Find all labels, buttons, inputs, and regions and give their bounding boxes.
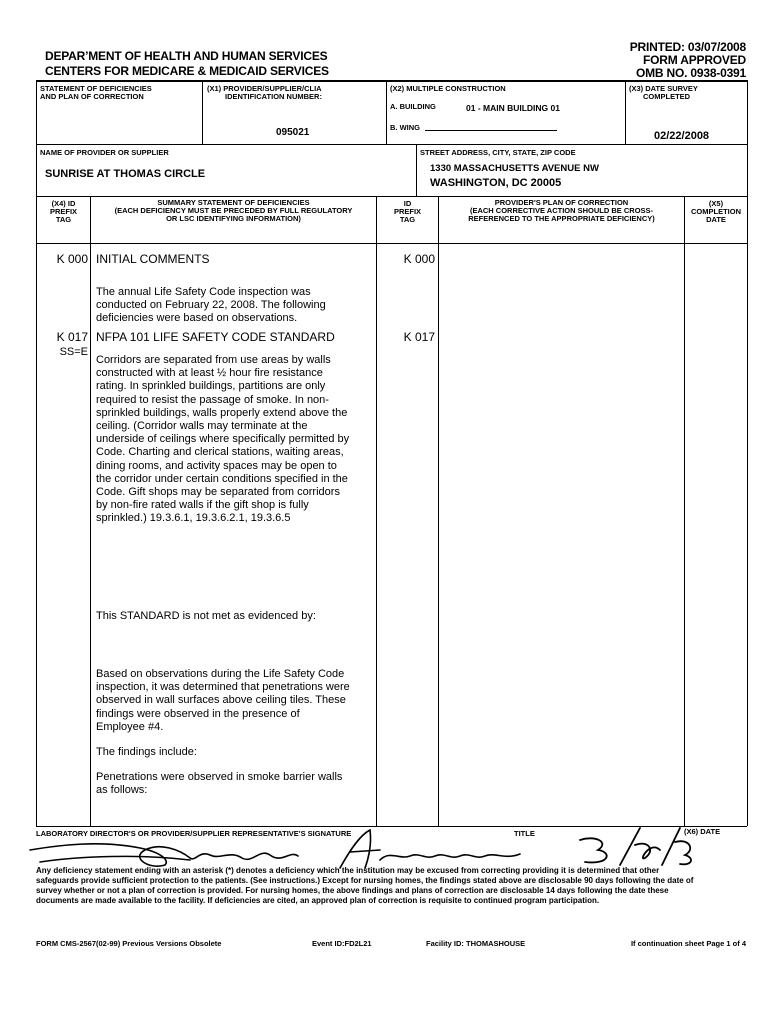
- penetrations-text: Penetrations were observed in smoke barrier walls as follows:: [96, 771, 343, 797]
- address-line-2: WASHINGTON, DC 20005: [430, 177, 562, 189]
- facility-id: Facility ID: THOMASHOUSE: [426, 939, 526, 948]
- k017-tag-right: K 017: [403, 330, 435, 344]
- corridor-text: Corridors are separated from use areas by walls constructed with at least ½ hour fire resistance rating. In sprinkled buildings, partitions are only required to resist the passage of smoke. In non- sprinkled buildings, walls properly extend above the ceiling. (Corridor walls may terminate at the underside of ceilings where specifically permitted by Code. Charting and clerical stations, waiting areas, dining rooms, and activity spaces may be open to the corridor under certain conditions specified in the Code. Gift shops may be separated from corridors by non-fire rated walls if the gift shop is fully sprinkled.) 19.3.6.1, 19.3.6.2.1, 19.3.6.5: [96, 354, 350, 525]
- statement-label: STATEMENT OF DEFICIENCIES AND PLAN OF CORRECTION: [40, 84, 152, 101]
- title-label: TITLE: [514, 829, 535, 838]
- summary-header: SUMMARY STATEMENT OF DEFICIENCIES (EACH DEFICIENCY MUST BE PRECEDED BY FULL REGULATORY OR LSC IDENTIFYING INFORMATION): [114, 198, 353, 223]
- form-approved: FORM APPROVED: [643, 53, 746, 67]
- a-building-value: 01 - MAIN BUILDING 01: [466, 103, 560, 113]
- x3-label: (X3) DATE SURVEY COMPLETED: [629, 84, 698, 101]
- signature-date: [520, 845, 523, 846]
- id-header: ID PREFIX TAG: [393, 199, 422, 224]
- x5-header: (X5) COMPLETION DATE: [691, 199, 741, 224]
- centers-title: CENTERS FOR MEDICARE & MEDICAID SERVICES: [45, 64, 329, 78]
- survey-date: 02/22/2008: [654, 130, 710, 142]
- department-title: DEPAR’MENT OF HEALTH AND HUMAN SERVICES: [45, 49, 328, 63]
- findings-include: The findings include:: [96, 746, 197, 758]
- director-signature-label: LABORATORY DIRECTOR'S OR PROVIDER/SUPPLIER REPRESENTATIVE'S SIGNATURE: [36, 829, 352, 838]
- event-id: Event ID:FD2L21: [312, 939, 372, 948]
- observations-text: Based on observations during the Life Safety Code inspection, it was determined that penetrations were observed in wall surfaces above ceiling tiles. These findings were observed in the presence of Employee #4.: [96, 668, 350, 733]
- title-handwritten: Administrator: [20, 820, 26, 821]
- k000-tag: K 000: [56, 252, 88, 266]
- k000-title: INITIAL COMMENTS: [96, 252, 210, 266]
- b-wing-label: B. WING: [390, 123, 420, 132]
- a-building-label: A. BUILDING: [390, 102, 436, 111]
- page-indicator: If continuation sheet Page 1 of 4: [630, 939, 746, 948]
- k017-title: NFPA 101 LIFE SAFETY CODE STANDARD: [96, 330, 335, 344]
- k017-scope: SS=E: [59, 346, 88, 358]
- address-label: STREET ADDRESS, CITY, STATE, ZIP CODE: [420, 148, 576, 157]
- provider-id: 095021: [276, 127, 310, 138]
- footnote: Any deficiency statement ending with an asterisk (*) denotes a deficiency which the institution may be excused from correcting providing it is determined that other safeguards provide sufficient protection to the patients. (See instructions.) Except for nursing homes, the findings stated above are disclosable 90 days following the date of survey whether or not a plan of correction is provided. For nursing homes, the above findings and plans of correction are disclosable 14 days following the date these documents are made available to the facility. If deficiencies are cited, an approved plan of correction is requisite to continued program participation.: [36, 866, 694, 905]
- x1-label: (X1) PROVIDER/SUPPLIER/CLIA IDENTIFICATION NUMBER:: [207, 84, 322, 101]
- provider-name-label: NAME OF PROVIDER OR SUPPLIER: [40, 148, 169, 157]
- provider-name: SUNRISE AT THOMAS CIRCLE: [45, 168, 206, 180]
- printed-date: PRINTED: 03/07/2008: [629, 40, 746, 54]
- initial-comments: The annual Life Safety Code inspection was conducted on February 22, 2008. The following deficiencies were based on observations.: [96, 286, 326, 325]
- address-line-1: 1330 MASSACHUSETTS AVENUE NW: [430, 163, 599, 174]
- omb-number: OMB NO. 0938-0391: [636, 66, 746, 80]
- k017-tag: K 017: [56, 330, 88, 344]
- k000-tag-right: K 000: [403, 252, 435, 266]
- x2-label: (X2) MULTIPLE CONSTRUCTION: [390, 84, 506, 93]
- not-met-statement: This STANDARD is not met as evidenced by:: [96, 610, 316, 622]
- plan-header: PROVIDER'S PLAN OF CORRECTION (EACH CORRECTIVE ACTION SHOULD BE CROSS- REFERENCED TO THE APPROPRIATE DEFICIENCY): [468, 198, 655, 223]
- form-id: FORM CMS-2567(02-99) Previous Versions Obsolete: [36, 939, 222, 948]
- x6-date-label: (X6) DATE: [684, 827, 721, 836]
- x4-header: (X4) ID PREFIX TAG: [49, 199, 78, 224]
